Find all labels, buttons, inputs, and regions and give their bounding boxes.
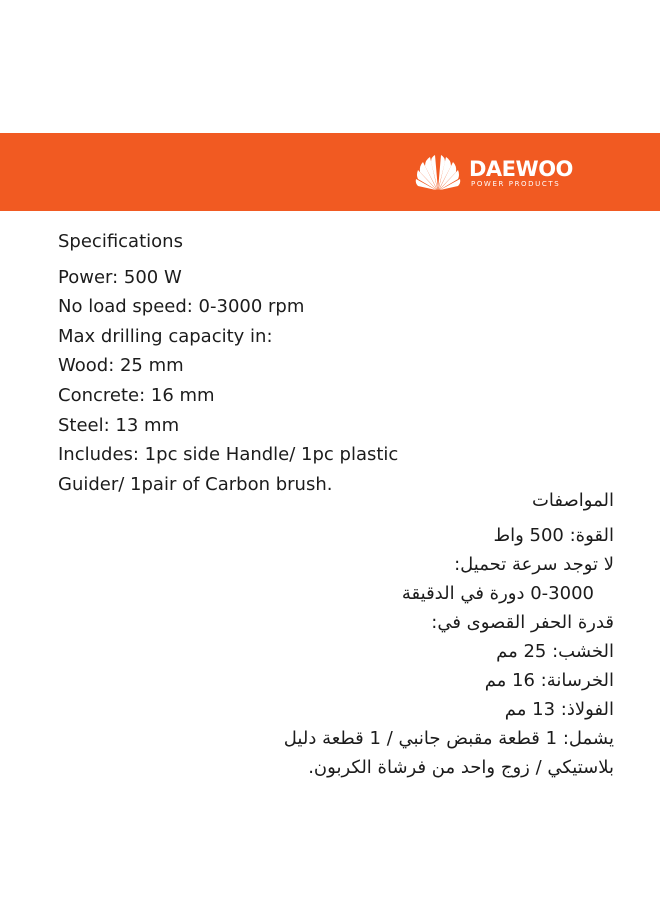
spec-includes-continued: Guider/ 1pair of Carbon brush. <box>58 473 333 495</box>
daewoo-shell-fan-icon <box>414 155 462 191</box>
brand-banner <box>0 133 660 211</box>
specifications-arabic <box>14 486 614 782</box>
spec-power-arabic: القوة: 500 واط <box>493 525 614 546</box>
spec-steel-arabic: الفولاذ: 13 مم <box>504 699 614 720</box>
specifications-english <box>58 227 648 499</box>
daewoo-logo <box>414 155 594 191</box>
spec-includes: Includes: 1pc side Handle/ 1pc plastic <box>58 444 399 466</box>
specifications-heading: Specifications <box>58 231 183 252</box>
spec-no-load-speed: No load speed: 0-3000 rpm <box>58 296 305 318</box>
spec-power: Power: 500 W <box>58 266 182 288</box>
spec-speed-value-arabic: 0-3000 دورة في الدقيقة <box>401 583 594 604</box>
spec-includes-continued-arabic: بلاستيكي / زوج واحد من فرشاة الكربون. <box>308 757 614 778</box>
spec-wood: Wood: 25 mm <box>58 355 184 377</box>
spec-concrete-arabic: الخرسانة: 16 مم <box>484 670 614 691</box>
spec-max-drilling-capacity-arabic: قدرة الحفر القصوى في: <box>431 612 614 633</box>
spec-max-drilling-capacity: Max drilling capacity in: <box>58 325 273 347</box>
specifications-heading-arabic: المواصفات <box>531 490 614 511</box>
spec-no-load-speed-arabic: لا توجد سرعة تحميل: <box>454 554 614 575</box>
brand-name: DAEWOO <box>469 157 573 181</box>
brand-tagline: POWER PRODUCTS <box>471 180 561 188</box>
spec-steel: Steel: 13 mm <box>58 414 180 436</box>
spec-includes-arabic: يشمل: 1 قطعة مقبض جانبي / 1 قطعة دليل <box>283 728 614 749</box>
spec-wood-arabic: الخشب: 25 مم <box>496 641 614 662</box>
spec-concrete: Concrete: 16 mm <box>58 384 215 406</box>
